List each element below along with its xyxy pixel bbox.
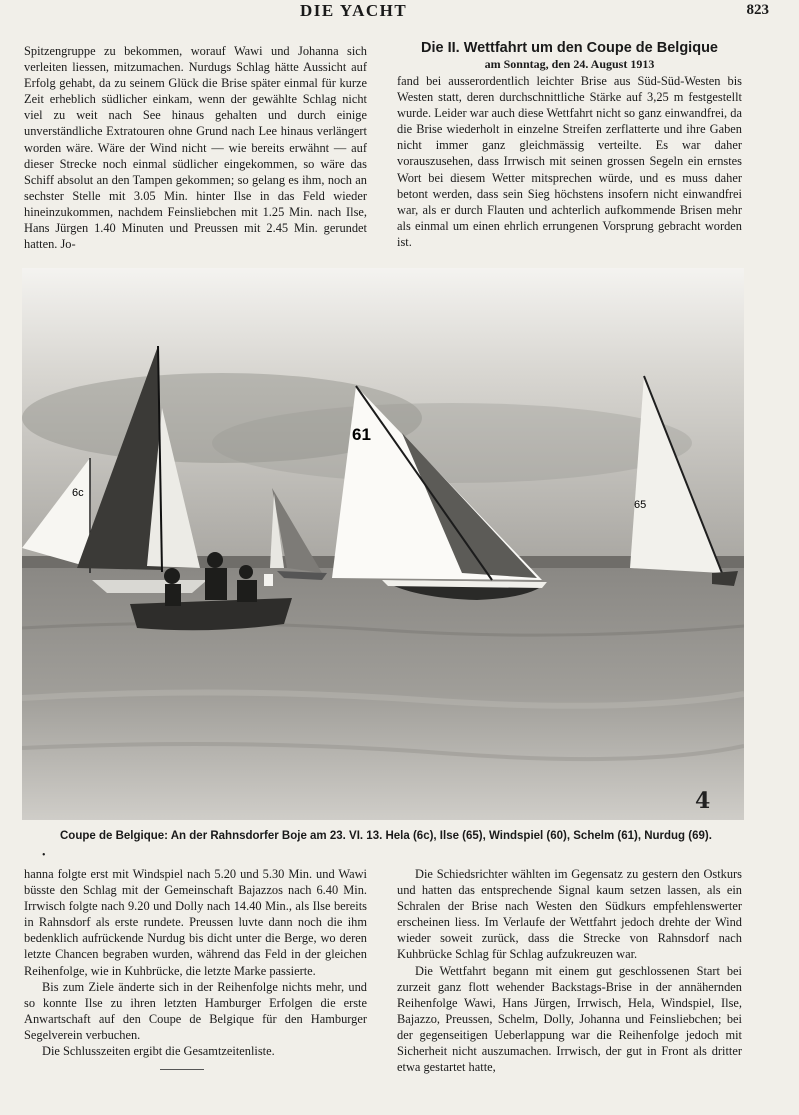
photo-illustration: [22, 268, 744, 820]
margin-mark: •: [42, 850, 46, 861]
top-left-column: [24, 43, 367, 252]
page-header: [0, 0, 799, 22]
sail-number-6c: 6c: [72, 487, 84, 499]
paragraph: Die Schiedsrichter wählten im Gegensatz zu gestern den Ostkurs und hatten das entsprechende Signal kaum setzen lassen, als ein Schralen der Brise nach Westen den Südkurs empfehlenswerter erscheinen liess. Im Verlaufe der Wettfahrt jedoch drehte der Wind wieder soweit zurück, dass die Strecke von Rahnsdorf nach Kuhbrücke Schlag für Schlag aufzukreuzen war.: [397, 867, 742, 962]
paragraph: Die Wettfahrt begann mit einem gut geschlossenen Start bei zurzeit ganz flott wehender Backstags-Brise in der annähernden Reihenfolge Wawi, Hans Jürgen, Irrwisch, Hela, Windspiel, Ilse, Bajazzo, Preussen, Schelm, Dolly, Johanna und Feinsliebchen; bei der gegenseitigen Ueberlappung war die Reihenfolge jedoch mit Sicherheit nicht auszumachen. Irrwisch, der gut in Front als dritter etwa gestartet hatte,: [397, 963, 742, 1075]
sail-number-61: 61: [352, 425, 371, 444]
top-right-column: [397, 40, 742, 250]
sailing-photo: [22, 268, 744, 820]
paragraph: fand bei ausserordentlich leichter Brise aus Süd-Süd-Westen bis Westen statt, deren durchschnittliche Stärke auf 3,25 m festgestellt wurde. Leider war auch diese Wettfahrt nicht so ganz einwandfrei, da die Brise wiederholt in einzelne Streifen zerflatterte und ihre Gaben nicht immer ganz gleichmässig verteilte. Es war daher vorauszusehen, dass Irrwisch mit seinen grossen Segeln ein ernstes Wort bei diesem Wetter mitsprechen würde, und es muss daher betont werden, dass sein Sieg höchstens insofern nicht einwandfrei war, als er durch Flauten und achterlich aufkommende Brisen mehr als einmal um einen ehrlich errungenen Vorsprung gebracht worden ist.: [397, 74, 742, 249]
photo-caption: Coupe de Belgique: An der Rahnsdorfer Boje am 23. VI. 13. Hela (6c), Ilse (65), Windspiel (60), Schelm (61), Nurdug (69).: [60, 830, 712, 842]
magazine-title: DIE YACHT: [300, 1, 408, 20]
page-number: 823: [746, 2, 769, 18]
divider: [160, 1069, 204, 1070]
article-subtitle: am Sonntag, den 24. August 1913: [484, 57, 655, 71]
sail-number-65: 65: [634, 499, 647, 511]
cloud: [212, 403, 692, 483]
bottom-left-column: [24, 866, 367, 1059]
article-title: Die II. Wettfahrt um den Coupe de Belgique: [420, 40, 718, 56]
bottom-right-column: [397, 866, 742, 1075]
paragraph: hanna folgte erst mit Windspiel nach 5.20 und 5.30 Min. und Wawi büsste den Schlag mit der Gemeinschaft Bajazzos nach 6.40 Min. Irrwisch folgte nach 9.20 und Dolly nach 14.40 Min., als Ilse bereits in Rahnsdorf als erste rundete. Preussen luvte dann noch die ihm bedenklich aufrückende Nurdug bis dicht unter die Berge, wo deren letzte Chancen begraben wurden, während das Feld in der gleichen Reihenfolge, wie in Kuhbrücke, die letzte Marke passierte.: [24, 867, 367, 978]
paragraph: Spitzengruppe zu bekommen, worauf Wawi und Johanna sich verleiten liessen, mitzumachen. Nurdugs Schlag hätte Aussicht auf Erfolg gehabt, da zu seinem Glück die Brise später einmal für kurze Zeit erheblich südlicher einkam, wenn der gewählte Schlag nicht viel zu weit nach See hinaus gehalten und durch einige unverständliche Extratouren ohne Grund nach Lee hinaus verlängert worden wäre. Wäre der Wind nicht — wie bereits erwähnt — auf dieser Strecke noch einmal südlicher eingekommen, so wäre das Schiff absolut an den Tampen gekommen; so gelang es ihm, noch an sechster Stelle mit 3.05 Min. hinter Ilse in das Feld wieder hineinzukommen, nachdem Feinsliebchen mit 1.25 Min. nach Ilse, Hans Jürgen 1.40 Minuten und Preussen mit 2.45 Min. gerundet hatten. Jo-: [24, 44, 367, 252]
photographer-signature: 4: [695, 788, 711, 814]
paragraph: Die Schlusszeiten ergibt die Gesamtzeitenliste.: [42, 1044, 275, 1059]
paragraph: Bis zum Ziele änderte sich in der Reihenfolge nichts mehr, und so konnte Ilse zu ihren letzten Hamburger Erfolgen die erste Anwartschaft auf den Coupe de Belgique für den Hamburger Segelverein verbuchen.: [24, 979, 367, 1042]
